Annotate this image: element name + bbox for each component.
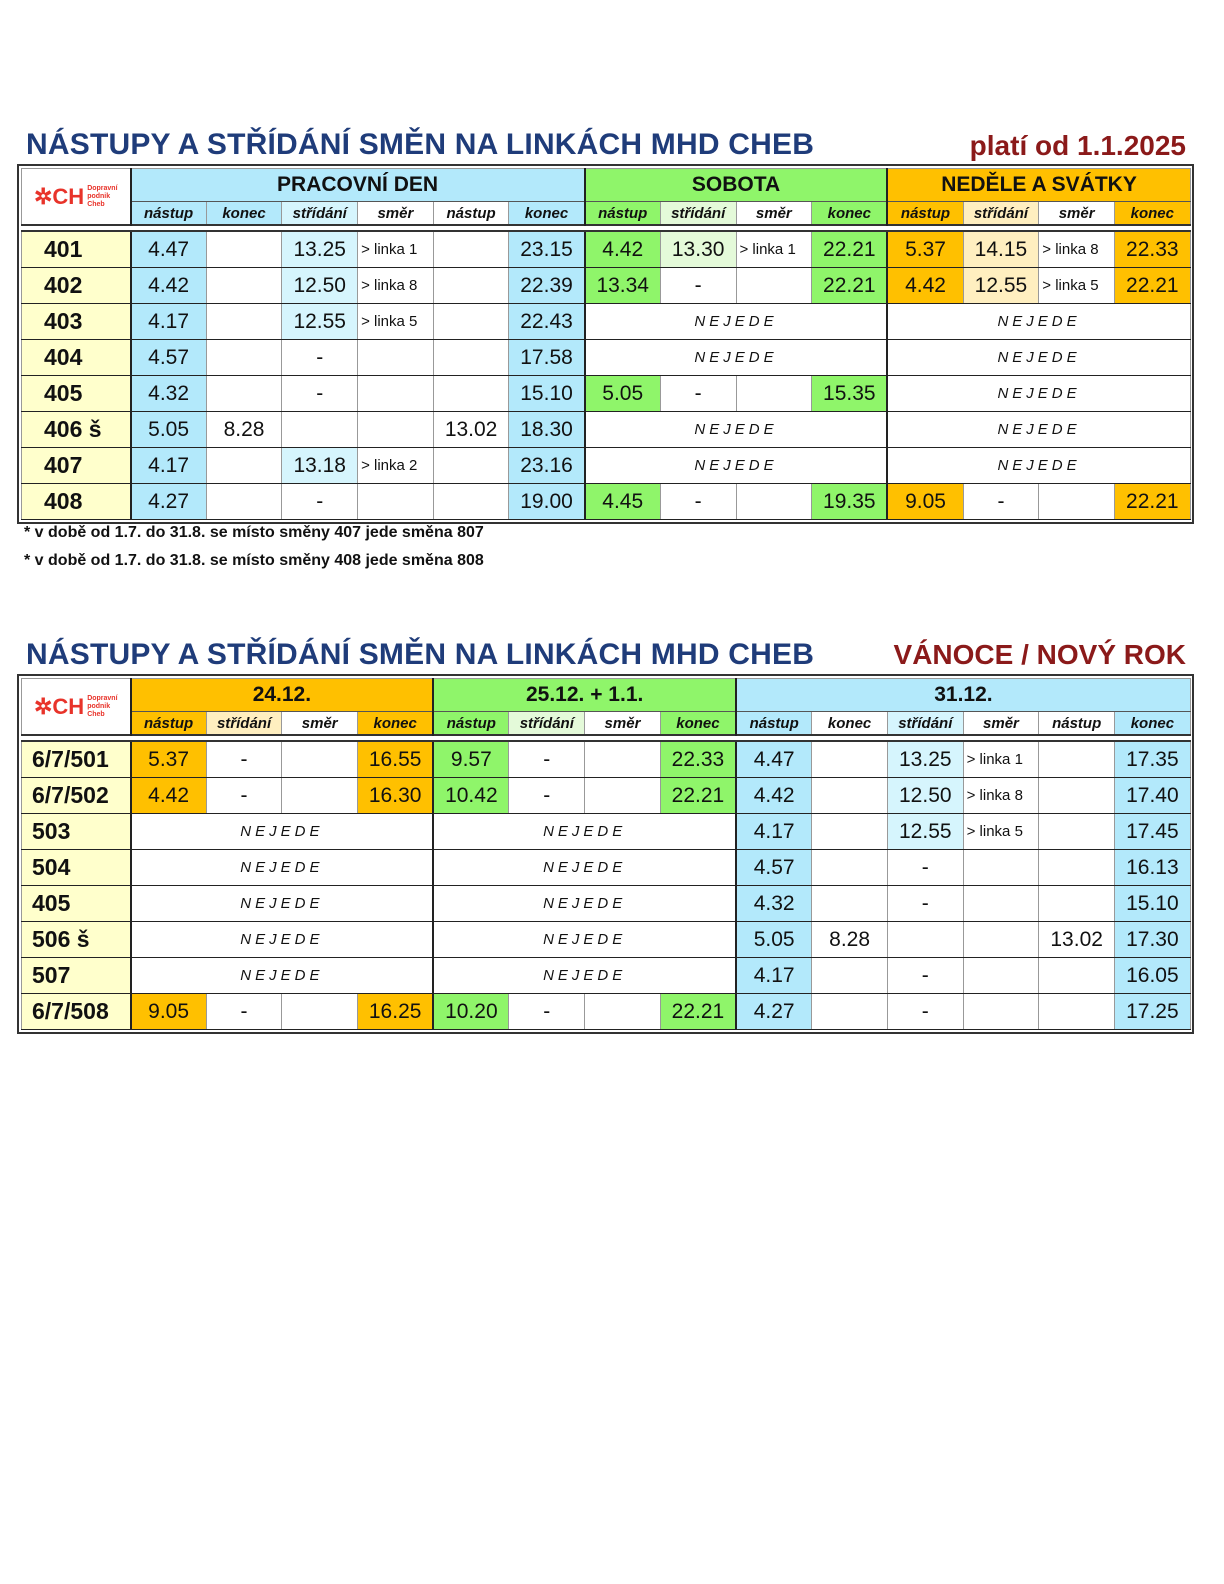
column-header: konec xyxy=(206,202,282,226)
nejede-sunday: NEJEDE xyxy=(887,304,1190,340)
column-header: střídání xyxy=(660,202,736,226)
column-header: konec xyxy=(812,202,888,226)
cell-workday xyxy=(206,484,282,520)
table-row xyxy=(22,304,1191,340)
cell-sunday: 22.21 xyxy=(1114,268,1190,304)
cell-24-12: 4.42 xyxy=(131,778,207,814)
cell-workday: 22.39 xyxy=(509,268,585,304)
cell-sunday: - xyxy=(963,484,1039,520)
nejede-25-12: NEJEDE xyxy=(433,850,736,886)
cell-31-12: 4.42 xyxy=(736,778,812,814)
cell-workday xyxy=(358,412,434,448)
section2-title: NÁSTUPY A STŘÍDÁNÍ SMĚN NA LINKÁCH MHD CHEB xyxy=(26,638,815,671)
column-header: střídání xyxy=(887,712,963,736)
cell-workday: 4.17 xyxy=(131,448,207,484)
cell-workday: 12.50 xyxy=(282,268,358,304)
cell-saturday: - xyxy=(660,484,736,520)
column-header: konec xyxy=(660,712,736,736)
cell-31-12: 4.27 xyxy=(736,994,812,1030)
cell-25-12: 10.42 xyxy=(433,778,509,814)
line-number: 6/7/502 xyxy=(22,778,131,814)
cell-sunday: 22.21 xyxy=(1114,484,1190,520)
cell-workday xyxy=(358,340,434,376)
cell-workday: 4.42 xyxy=(131,268,207,304)
cell-saturday: 15.35 xyxy=(812,376,888,412)
cell-31-12: 13.25 xyxy=(887,741,963,778)
line-number: 408 xyxy=(22,484,131,520)
cell-25-12 xyxy=(585,778,661,814)
cell-31-12: 17.40 xyxy=(1115,778,1191,814)
cell-workday: - xyxy=(282,484,358,520)
cell-workday: 4.17 xyxy=(131,304,207,340)
section2-period: VÁNOCE / NOVÝ ROK xyxy=(893,639,1186,670)
column-header: směr xyxy=(585,712,661,736)
nejede-saturday: NEJEDE xyxy=(585,412,888,448)
cell-sunday xyxy=(1039,484,1115,520)
cell-31-12 xyxy=(963,886,1039,922)
column-header: konec xyxy=(358,712,434,736)
cell-workday: 4.47 xyxy=(131,231,207,268)
cell-saturday xyxy=(736,484,812,520)
logo-mark: ✲CH xyxy=(33,183,85,209)
cell-25-12: 22.21 xyxy=(660,778,736,814)
line-number: 405 xyxy=(22,886,131,922)
cell-31-12 xyxy=(1039,814,1115,850)
cell-25-12: - xyxy=(509,994,585,1030)
line-number: 503 xyxy=(22,814,131,850)
group-header-31-12: 31.12. xyxy=(736,679,1190,712)
cell-24-12: 16.25 xyxy=(358,994,434,1030)
column-header: nástup xyxy=(887,202,963,226)
cell-saturday xyxy=(736,376,812,412)
column-header: nástup xyxy=(433,202,509,226)
nejede-24-12: NEJEDE xyxy=(131,886,434,922)
table-row xyxy=(22,741,1191,778)
nejede-sunday: NEJEDE xyxy=(887,376,1190,412)
cell-31-12 xyxy=(1039,741,1115,778)
cell-31-12: 4.17 xyxy=(736,958,812,994)
nejede-25-12: NEJEDE xyxy=(433,886,736,922)
cell-31-12: 4.32 xyxy=(736,886,812,922)
group-header-25-12: 25.12. + 1.1. xyxy=(433,679,736,712)
cell-workday xyxy=(358,376,434,412)
cell-31-12: 16.13 xyxy=(1115,850,1191,886)
cell-31-12: 17.25 xyxy=(1115,994,1191,1030)
cell-31-12 xyxy=(1039,958,1115,994)
logo-text: Dopravní podnik Cheb xyxy=(87,184,118,208)
nejede-saturday: NEJEDE xyxy=(585,448,888,484)
column-header: směr xyxy=(282,712,358,736)
nejede-24-12: NEJEDE xyxy=(131,922,434,958)
cell-31-12: 4.17 xyxy=(736,814,812,850)
cell-31-12: - xyxy=(887,958,963,994)
cell-24-12: - xyxy=(206,778,282,814)
cell-workday: 12.55 xyxy=(282,304,358,340)
cell-workday xyxy=(282,412,358,448)
cell-workday: 4.27 xyxy=(131,484,207,520)
table-2 xyxy=(21,678,1191,1030)
column-header: konec xyxy=(509,202,585,226)
table-row xyxy=(22,340,1191,376)
cell-31-12 xyxy=(812,958,888,994)
cell-31-12: 17.30 xyxy=(1115,922,1191,958)
nejede-25-12: NEJEDE xyxy=(433,958,736,994)
cell-saturday: 5.05 xyxy=(585,376,661,412)
cell-31-12 xyxy=(812,994,888,1030)
group-header-sunday: NEDĚLE A SVÁTKY xyxy=(887,169,1190,202)
cell-31-12: 16.05 xyxy=(1115,958,1191,994)
cell-saturday: 22.21 xyxy=(812,231,888,268)
schedule-table-1 xyxy=(17,164,1194,524)
cell-31-12: 17.35 xyxy=(1115,741,1191,778)
table-row xyxy=(22,376,1191,412)
cell-31-12: 4.57 xyxy=(736,850,812,886)
table-row xyxy=(22,994,1191,1030)
cell-saturday: - xyxy=(660,268,736,304)
cell-24-12 xyxy=(282,994,358,1030)
table-row xyxy=(22,268,1191,304)
column-header: střídání xyxy=(206,712,282,736)
table-row xyxy=(22,850,1191,886)
cell-31-12: 8.28 xyxy=(812,922,888,958)
column-header: střídání xyxy=(282,202,358,226)
line-number: 504 xyxy=(22,850,131,886)
cell-workday xyxy=(433,484,509,520)
cell-31-12 xyxy=(812,850,888,886)
nejede-25-12: NEJEDE xyxy=(433,922,736,958)
line-number: 402 xyxy=(22,268,131,304)
cell-31-12 xyxy=(963,922,1039,958)
cell-31-12 xyxy=(812,814,888,850)
cell-saturday xyxy=(736,268,812,304)
line-number: 6/7/508 xyxy=(22,994,131,1030)
cell-25-12 xyxy=(585,994,661,1030)
nejede-24-12: NEJEDE xyxy=(131,814,434,850)
cell-saturday: 4.42 xyxy=(585,231,661,268)
group-header-24-12: 24.12. xyxy=(131,679,434,712)
cell-workday xyxy=(358,484,434,520)
nejede-24-12: NEJEDE xyxy=(131,958,434,994)
logo-text: Dopravní podnik Cheb xyxy=(87,694,118,718)
cell-workday: > linka 1 xyxy=(358,231,434,268)
column-header: nástup xyxy=(585,202,661,226)
cell-31-12 xyxy=(887,922,963,958)
schedule-table-2 xyxy=(17,674,1194,1034)
group-header-workday: PRACOVNÍ DEN xyxy=(131,169,585,202)
cell-31-12 xyxy=(1039,886,1115,922)
cell-25-12: 22.33 xyxy=(660,741,736,778)
table-row xyxy=(22,814,1191,850)
cell-31-12: 13.02 xyxy=(1039,922,1115,958)
cell-25-12: - xyxy=(509,741,585,778)
cell-24-12: 5.37 xyxy=(131,741,207,778)
line-number: 6/7/501 xyxy=(22,741,131,778)
cell-25-12: 10.20 xyxy=(433,994,509,1030)
logo-mark: ✲CH xyxy=(33,693,85,719)
line-number: 407 xyxy=(22,448,131,484)
cell-sunday: > linka 8 xyxy=(1039,231,1115,268)
cell-24-12: - xyxy=(206,741,282,778)
table-row xyxy=(22,412,1191,448)
cell-31-12: 4.47 xyxy=(736,741,812,778)
cell-25-12: 22.21 xyxy=(660,994,736,1030)
cell-sunday: > linka 5 xyxy=(1039,268,1115,304)
cell-workday xyxy=(206,448,282,484)
table-1 xyxy=(21,168,1191,520)
line-number: 404 xyxy=(22,340,131,376)
column-header: konec xyxy=(812,712,888,736)
cell-workday xyxy=(206,268,282,304)
cell-workday: 17.58 xyxy=(509,340,585,376)
group-header-saturday: SOBOTA xyxy=(585,169,888,202)
cell-workday xyxy=(433,376,509,412)
cell-31-12 xyxy=(963,994,1039,1030)
cell-31-12: 5.05 xyxy=(736,922,812,958)
cell-31-12 xyxy=(1039,850,1115,886)
cell-31-12: - xyxy=(887,886,963,922)
cell-saturday: 13.30 xyxy=(660,231,736,268)
column-header: konec xyxy=(1115,712,1191,736)
cell-workday: 13.02 xyxy=(433,412,509,448)
cell-31-12 xyxy=(812,886,888,922)
cell-workday xyxy=(206,340,282,376)
cell-saturday: 19.35 xyxy=(812,484,888,520)
section1-validity: platí od 1.1.2025 xyxy=(969,130,1186,161)
cell-31-12: > linka 1 xyxy=(963,741,1039,778)
cell-workday xyxy=(433,448,509,484)
cell-workday: 23.15 xyxy=(509,231,585,268)
cell-31-12: - xyxy=(887,994,963,1030)
cell-24-12 xyxy=(282,778,358,814)
cell-workday: 13.18 xyxy=(282,448,358,484)
cell-workday: > linka 2 xyxy=(358,448,434,484)
cell-31-12 xyxy=(1039,994,1115,1030)
line-number: 507 xyxy=(22,958,131,994)
cell-sunday: 22.33 xyxy=(1114,231,1190,268)
cell-31-12: 17.45 xyxy=(1115,814,1191,850)
cell-31-12 xyxy=(1039,778,1115,814)
cell-31-12: > linka 8 xyxy=(963,778,1039,814)
cell-saturday: 22.21 xyxy=(812,268,888,304)
cell-sunday: 14.15 xyxy=(963,231,1039,268)
cell-31-12 xyxy=(812,741,888,778)
cell-sunday: 9.05 xyxy=(887,484,963,520)
column-header: směr xyxy=(963,712,1039,736)
cell-31-12 xyxy=(812,778,888,814)
line-number: 406 š xyxy=(22,412,131,448)
cell-workday: 19.00 xyxy=(509,484,585,520)
note-407: * v době od 1.7. do 31.8. se místo směny 407 jede směna 807 xyxy=(24,524,484,541)
nejede-sunday: NEJEDE xyxy=(887,340,1190,376)
nejede-saturday: NEJEDE xyxy=(585,340,888,376)
cell-25-12 xyxy=(585,741,661,778)
cell-workday xyxy=(206,304,282,340)
line-number: 401 xyxy=(22,231,131,268)
cell-31-12: 15.10 xyxy=(1115,886,1191,922)
cell-31-12: 12.55 xyxy=(887,814,963,850)
cell-31-12: 12.50 xyxy=(887,778,963,814)
cell-workday: > linka 8 xyxy=(358,268,434,304)
cell-workday: 23.16 xyxy=(509,448,585,484)
column-header: nástup xyxy=(1039,712,1115,736)
cell-24-12: 9.05 xyxy=(131,994,207,1030)
table-row xyxy=(22,484,1191,520)
column-header: směr xyxy=(1039,202,1115,226)
cell-31-12: - xyxy=(887,850,963,886)
column-header: směr xyxy=(358,202,434,226)
cell-sunday: 4.42 xyxy=(887,268,963,304)
table-row xyxy=(22,231,1191,268)
line-number: 506 š xyxy=(22,922,131,958)
cell-workday: 13.25 xyxy=(282,231,358,268)
cell-24-12 xyxy=(282,741,358,778)
section1-title: NÁSTUPY A STŘÍDÁNÍ SMĚN NA LINKÁCH MHD CHEB xyxy=(26,128,815,161)
table-row xyxy=(22,886,1191,922)
cell-workday xyxy=(433,304,509,340)
cell-workday: - xyxy=(282,340,358,376)
nejede-sunday: NEJEDE xyxy=(887,412,1190,448)
column-header: směr xyxy=(736,202,812,226)
cell-workday: 4.57 xyxy=(131,340,207,376)
cell-workday xyxy=(433,231,509,268)
cell-saturday: > linka 1 xyxy=(736,231,812,268)
column-header: střídání xyxy=(963,202,1039,226)
cell-workday: 5.05 xyxy=(131,412,207,448)
cell-31-12: > linka 5 xyxy=(963,814,1039,850)
column-header: konec xyxy=(1114,202,1190,226)
line-number: 405 xyxy=(22,376,131,412)
cell-25-12: 9.57 xyxy=(433,741,509,778)
cell-workday: 15.10 xyxy=(509,376,585,412)
nejede-saturday: NEJEDE xyxy=(585,304,888,340)
table-row xyxy=(22,448,1191,484)
column-header: střídání xyxy=(509,712,585,736)
nejede-25-12: NEJEDE xyxy=(433,814,736,850)
cell-31-12 xyxy=(963,958,1039,994)
cell-workday: 22.43 xyxy=(509,304,585,340)
cell-workday: 8.28 xyxy=(206,412,282,448)
cell-workday xyxy=(206,231,282,268)
cell-workday xyxy=(433,268,509,304)
column-header: nástup xyxy=(131,712,207,736)
cell-workday: 18.30 xyxy=(509,412,585,448)
cell-workday: 4.32 xyxy=(131,376,207,412)
cell-24-12: 16.30 xyxy=(358,778,434,814)
table-row xyxy=(22,958,1191,994)
line-number: 403 xyxy=(22,304,131,340)
cell-31-12 xyxy=(963,850,1039,886)
table-row xyxy=(22,922,1191,958)
logo xyxy=(22,169,131,226)
cell-workday xyxy=(206,376,282,412)
cell-workday: - xyxy=(282,376,358,412)
cell-saturday: 4.45 xyxy=(585,484,661,520)
cell-24-12: 16.55 xyxy=(358,741,434,778)
cell-sunday: 5.37 xyxy=(887,231,963,268)
cell-saturday: 13.34 xyxy=(585,268,661,304)
column-header: nástup xyxy=(736,712,812,736)
table-row xyxy=(22,778,1191,814)
cell-24-12: - xyxy=(206,994,282,1030)
cell-25-12: - xyxy=(509,778,585,814)
cell-sunday: 12.55 xyxy=(963,268,1039,304)
cell-workday: > linka 5 xyxy=(358,304,434,340)
logo xyxy=(22,679,131,736)
column-header: nástup xyxy=(433,712,509,736)
cell-workday xyxy=(433,340,509,376)
nejede-sunday: NEJEDE xyxy=(887,448,1190,484)
column-header: nástup xyxy=(131,202,207,226)
note-408: * v době od 1.7. do 31.8. se místo směny 408 jede směna 808 xyxy=(24,552,484,569)
nejede-24-12: NEJEDE xyxy=(131,850,434,886)
cell-saturday: - xyxy=(660,376,736,412)
